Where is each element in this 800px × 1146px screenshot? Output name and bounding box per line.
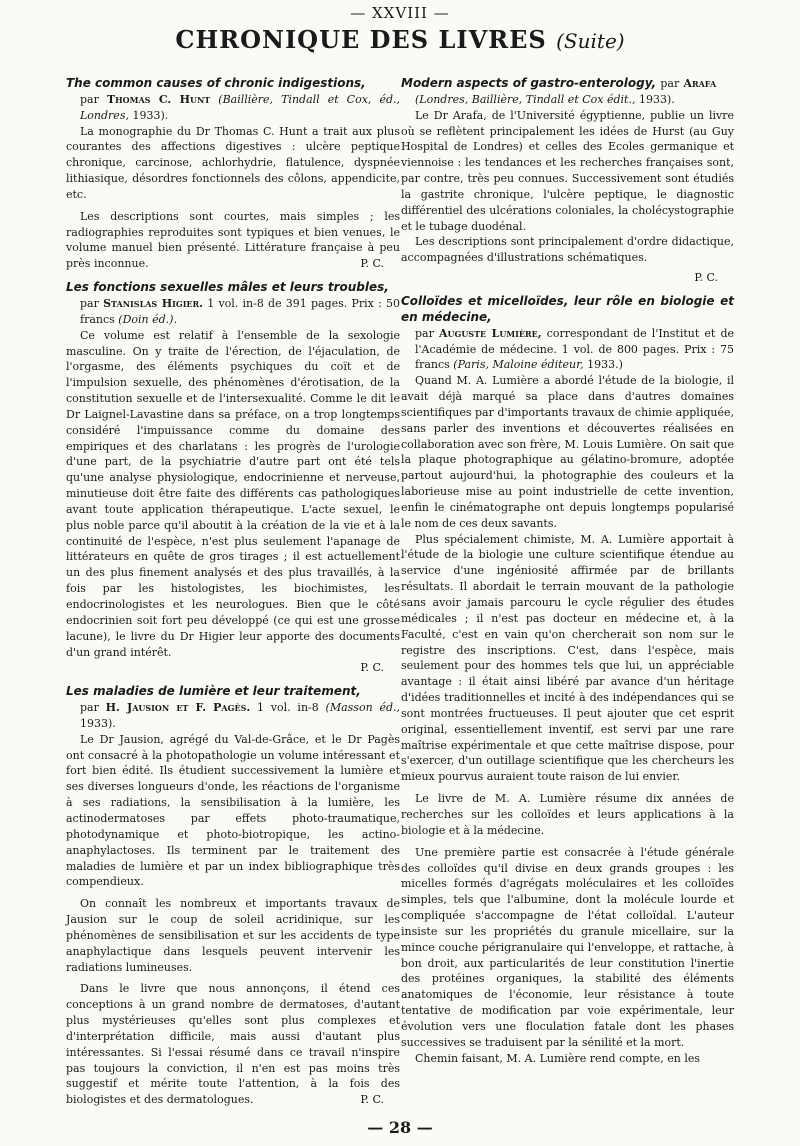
review-paragraph: La monographie du Dr Thomas C. Hunt a trait aux plus courantes des affections digestives : ulcère peptique chronique, carcinose, achlorhydrie, flatulence, dyspnée lithiasique, désordres fonctionnels des côlons, appendicite, etc. bbox=[66, 124, 400, 201]
review-title: Les fonctions sexuelles mâles et leurs troubles, bbox=[66, 280, 389, 295]
review-meta bbox=[401, 326, 734, 374]
review-signature: P. C. bbox=[360, 257, 384, 271]
page-heading bbox=[0, 24, 800, 55]
heading-title: CHRONIQUE DES LIVRES bbox=[175, 25, 547, 54]
review-paragraph: Le livre de M. A. Lumière résume dix années de recherches sur les colloïdes et leurs applications à la biologie et à la médecine. bbox=[401, 792, 734, 837]
review-paragraph: Quand M. A. Lumière a abordé l'étude de la biologie, il avait déjà marqué sa place dans d'autres domaines scientifiques par d'importants travaux de chimie appliquée, sans parler des inventions et découvertes réalisées en collaboration avec son frère, M. Louis Lumière. On sait que la plaque photographique au gélatino-bromure, adoptée partout aujourd'hui, la photographie des couleurs et la laborieuse mise au point industrielle de cette invention, enfin le cinématographe ont depuis longtemps popularisé le nom de ces deux savants. bbox=[401, 374, 734, 530]
review-title: The common causes of chronic indigestions, bbox=[66, 76, 366, 90]
review-year: 1933). bbox=[80, 716, 116, 730]
review-year: 1933). bbox=[638, 92, 675, 106]
review-paragraph bbox=[66, 981, 400, 1108]
review-publisher: (Paris, Maloine éditeur, bbox=[453, 358, 584, 372]
review-paragraph: Une première partie est consacrée à l'étude générale des colloïdes qu'il divise en deux grands groupes : les micelles formés d'agrégats moléculaires et les colloïdes simples, tels que l'albumine, dont la molécule lourde et compliquée s'accompagne de l'état colloïdal. L'auteur insiste sur les propriétés du granule micellaire, sur la mince couche périgranulaire qui l'enveloppe, et rattache, à bon droit, aux particularités de leur constitution l'inertie des protéines organiques, la stabilité des éléments anatomiques de l'économie, leur résistance à toute tentative de modification par voie expérimentale, leur évolution vers une floculation fatale dont les phases successives se traduisent par la sénilité et la mort. bbox=[401, 845, 734, 1049]
review-body bbox=[66, 732, 400, 1108]
meta-prefix: par bbox=[415, 326, 434, 340]
review-title bbox=[401, 76, 734, 92]
review-paragraph-text: Dans le livre que nous annonçons, il étend ces conceptions à un grand nombre de dermatoses, d'autant plus mystérieuses qu'elles sont plus complexes et d'interprétation difficile, mais aussi d'autant plus intéressantes. Si l'essai résumé dans ce travail n'inspire pas toujours la conviction, il n'en est pas moins très suggestif et mérite toute l'attention, à la fois des biologistes et des dermatologues. bbox=[66, 982, 400, 1107]
review-meta bbox=[66, 92, 400, 124]
review-paragraph-text: Les descriptions sont courtes, mais simples ; les radiographies reproduites sont typiques et bien venues, le volume manuel bien présenté. Littérature française à peu près inconnue. bbox=[66, 209, 400, 271]
meta-prefix: par bbox=[80, 296, 99, 310]
review-author: Auguste Lumière, bbox=[438, 326, 542, 340]
review-title-text: Modern aspects of gastro-enterology, bbox=[401, 76, 657, 90]
review-body bbox=[66, 328, 400, 677]
review-paragraph: Plus spécialement chimiste, M. A. Lumière apportait à l'étude de la biologie une culture scientifique étendue au service d'une ingéniosité affirmée par de brillants résultats. Il abordait le terrain mouvant de la pathologie sans avoir jamais parcouru le cycle régulier des études médicales ; il n'est pas docteur en médecine et, à la Faculté, c'est en vain qu'on chercherait son nom sur le registre des inscriptions. C'est, dans l'espèce, mais seulement pour des hommes tels que lui, un appréciable avantage : il était ainsi libéré par avance d'un héritage d'idées traditionnelles et incité à des indépendances qui se sont montrées fructueuses. Il peut ajouter que cet esprit original, essentiellement inventif, est servi par une rare maîtrise expérimentale et que cette maîtrise dispose, pour s'exercer, d'un outillage scientifique que les chercheurs les mieux pourvus auraient toute raison de lui envier. bbox=[401, 532, 734, 784]
review-details: correspondant de l'Institut et de l'Académie de médecine. 1 vol. de 800 pages. Prix : 75 francs bbox=[415, 326, 735, 372]
review-publisher: (Londres, Baillière, Tindall et Cox édit., bbox=[415, 92, 636, 106]
review-paragraph: Chemin faisant, M. A. Lumière rend compte, en les bbox=[415, 1051, 701, 1065]
review-jausion bbox=[66, 684, 400, 1108]
heading-suite: (Suite) bbox=[556, 29, 625, 53]
review-title: Les maladies de lumière et leur traitement, bbox=[66, 684, 361, 699]
meta-prefix: par bbox=[80, 92, 99, 106]
review-paragraph: Le Dr Arafa, de l'Université égyptienne, publie un livre où se reflètent principalement les idées de Hurst (au Guy Hospital de Londres) et celles des Ecoles germanique et viennoise : les tendances et les recherches françaises sont, par contre, très peu connues. Successivement sont étudiés la gastrite chronique, l'ulcère peptique, le diagnostic différentiel des ulcérations coloniales, la cholécystographie et le tubage duodénal. bbox=[401, 108, 734, 233]
review-details: 1 vol. in-8 de 391 pages. Prix : 50 francs bbox=[80, 296, 400, 326]
page-number: — 28 — bbox=[367, 1118, 433, 1137]
review-year: 1933). bbox=[132, 108, 169, 122]
meta-prefix: par bbox=[660, 77, 680, 90]
review-paragraph: Le Dr Jausion, agrégé du Val-de-Grâce, et le Dr Pagès ont consacré à la photopathologie un volume intéressant et fort bien édité. Ils étudient successivement la lumière et ses diverses longueurs d'onde, les réactions de l'organisme à ses radiations, la sensibilisation à la lumière, les actinodermatoses par effets photo-traumatique, photodynamique et photo-biotropique, les actino-anaphylactoses. Ils terminent par le traitement des maladies de lumière et par un index bibliographique très compendieux. bbox=[66, 732, 400, 889]
review-author: Arafa bbox=[683, 77, 717, 90]
right-column bbox=[401, 76, 734, 1074]
left-column bbox=[66, 76, 400, 1116]
review-meta bbox=[66, 296, 400, 328]
review-hunt bbox=[66, 76, 400, 272]
review-lumiere bbox=[401, 294, 734, 1067]
review-body bbox=[401, 373, 734, 1066]
review-signature: P. C. bbox=[360, 1093, 384, 1107]
meta-prefix: par bbox=[80, 701, 99, 715]
review-publisher: (Baillière, Tindall et Cox, éd., Londres, bbox=[80, 92, 401, 122]
review-meta bbox=[401, 92, 734, 108]
review-meta bbox=[66, 700, 400, 732]
review-arafa bbox=[401, 76, 734, 286]
review-paragraph: On connaît les nombreux et importants travaux de Jausion sur le coup de soleil acridinique, sur les phénomènes de sensibilisation et sur les accidents de type anaphylactique dans lesquels peuvent intervenir les radiations lumineuses. bbox=[66, 897, 400, 974]
review-paragraph: Ce volume est relatif à l'ensemble de la sexologie masculine. On y traite de l'érection, de l'éjaculation, de l'orgasme, des éléments psychiques du coït et de l'impulsion sexuelle, des phénomènes d'érotisation, de la constitution sexuelle et de l'intersexualité. Comme le dit le Dr Laignel-Lavastine dans sa préface, on a trop longtemps considéré l'impuissance comme du domaine des empiriques et des charlatans : les progrès de l'urologie d'une part, de la psychiatrie d'autre part ont été tels qu'une analyse physiologique, endocrinienne et nerveuse, minutieuse doit être faite des différents cas pathologiques avant toute application thérapeutique. L'acte sexuel, le plus noble parce qu'il aboutit à la création de la vie et à la continuité de l'espèce, n'est plus seulement l'apanage de littérateurs en quête de gros tirages ; il est actuellement un des plus finement analysés et des plus travaillés, à la fois par les histologistes, les biochimistes, les endocrinologistes et les neurologues. Bien que le côté endocrinien soit fort peu développé (ce qui est une grosse lacune), le livre du Dr Higier leur apporte des documents d'un grand intérêt. bbox=[66, 328, 400, 659]
review-author: H. Jausion et F. Pagès. bbox=[105, 701, 251, 715]
review-details: 1 vol. in-8 bbox=[256, 701, 319, 715]
review-signature: P. C. bbox=[694, 271, 718, 285]
review-author: Thomas C. Hunt bbox=[106, 92, 211, 106]
review-author: Stanislas Higier. bbox=[103, 296, 204, 310]
review-body bbox=[401, 108, 734, 286]
page-number-roman: — XXVIII — bbox=[350, 4, 450, 22]
review-year: 1933.) bbox=[587, 358, 623, 372]
review-body bbox=[66, 124, 400, 273]
review-title: Colloïdes et micelloïdes, leur rôle en biologie et en médecine, bbox=[401, 293, 734, 324]
review-paragraph bbox=[66, 209, 400, 272]
review-paragraph: Les descriptions sont principalement d'ordre didactique, accompagnées d'illustrations schématiques. bbox=[401, 235, 734, 265]
review-publisher: (Masson éd., bbox=[325, 701, 400, 715]
review-publisher: (Doin éd.). bbox=[118, 312, 177, 326]
review-signature: P. C. bbox=[360, 661, 384, 675]
review-higier bbox=[66, 280, 400, 676]
